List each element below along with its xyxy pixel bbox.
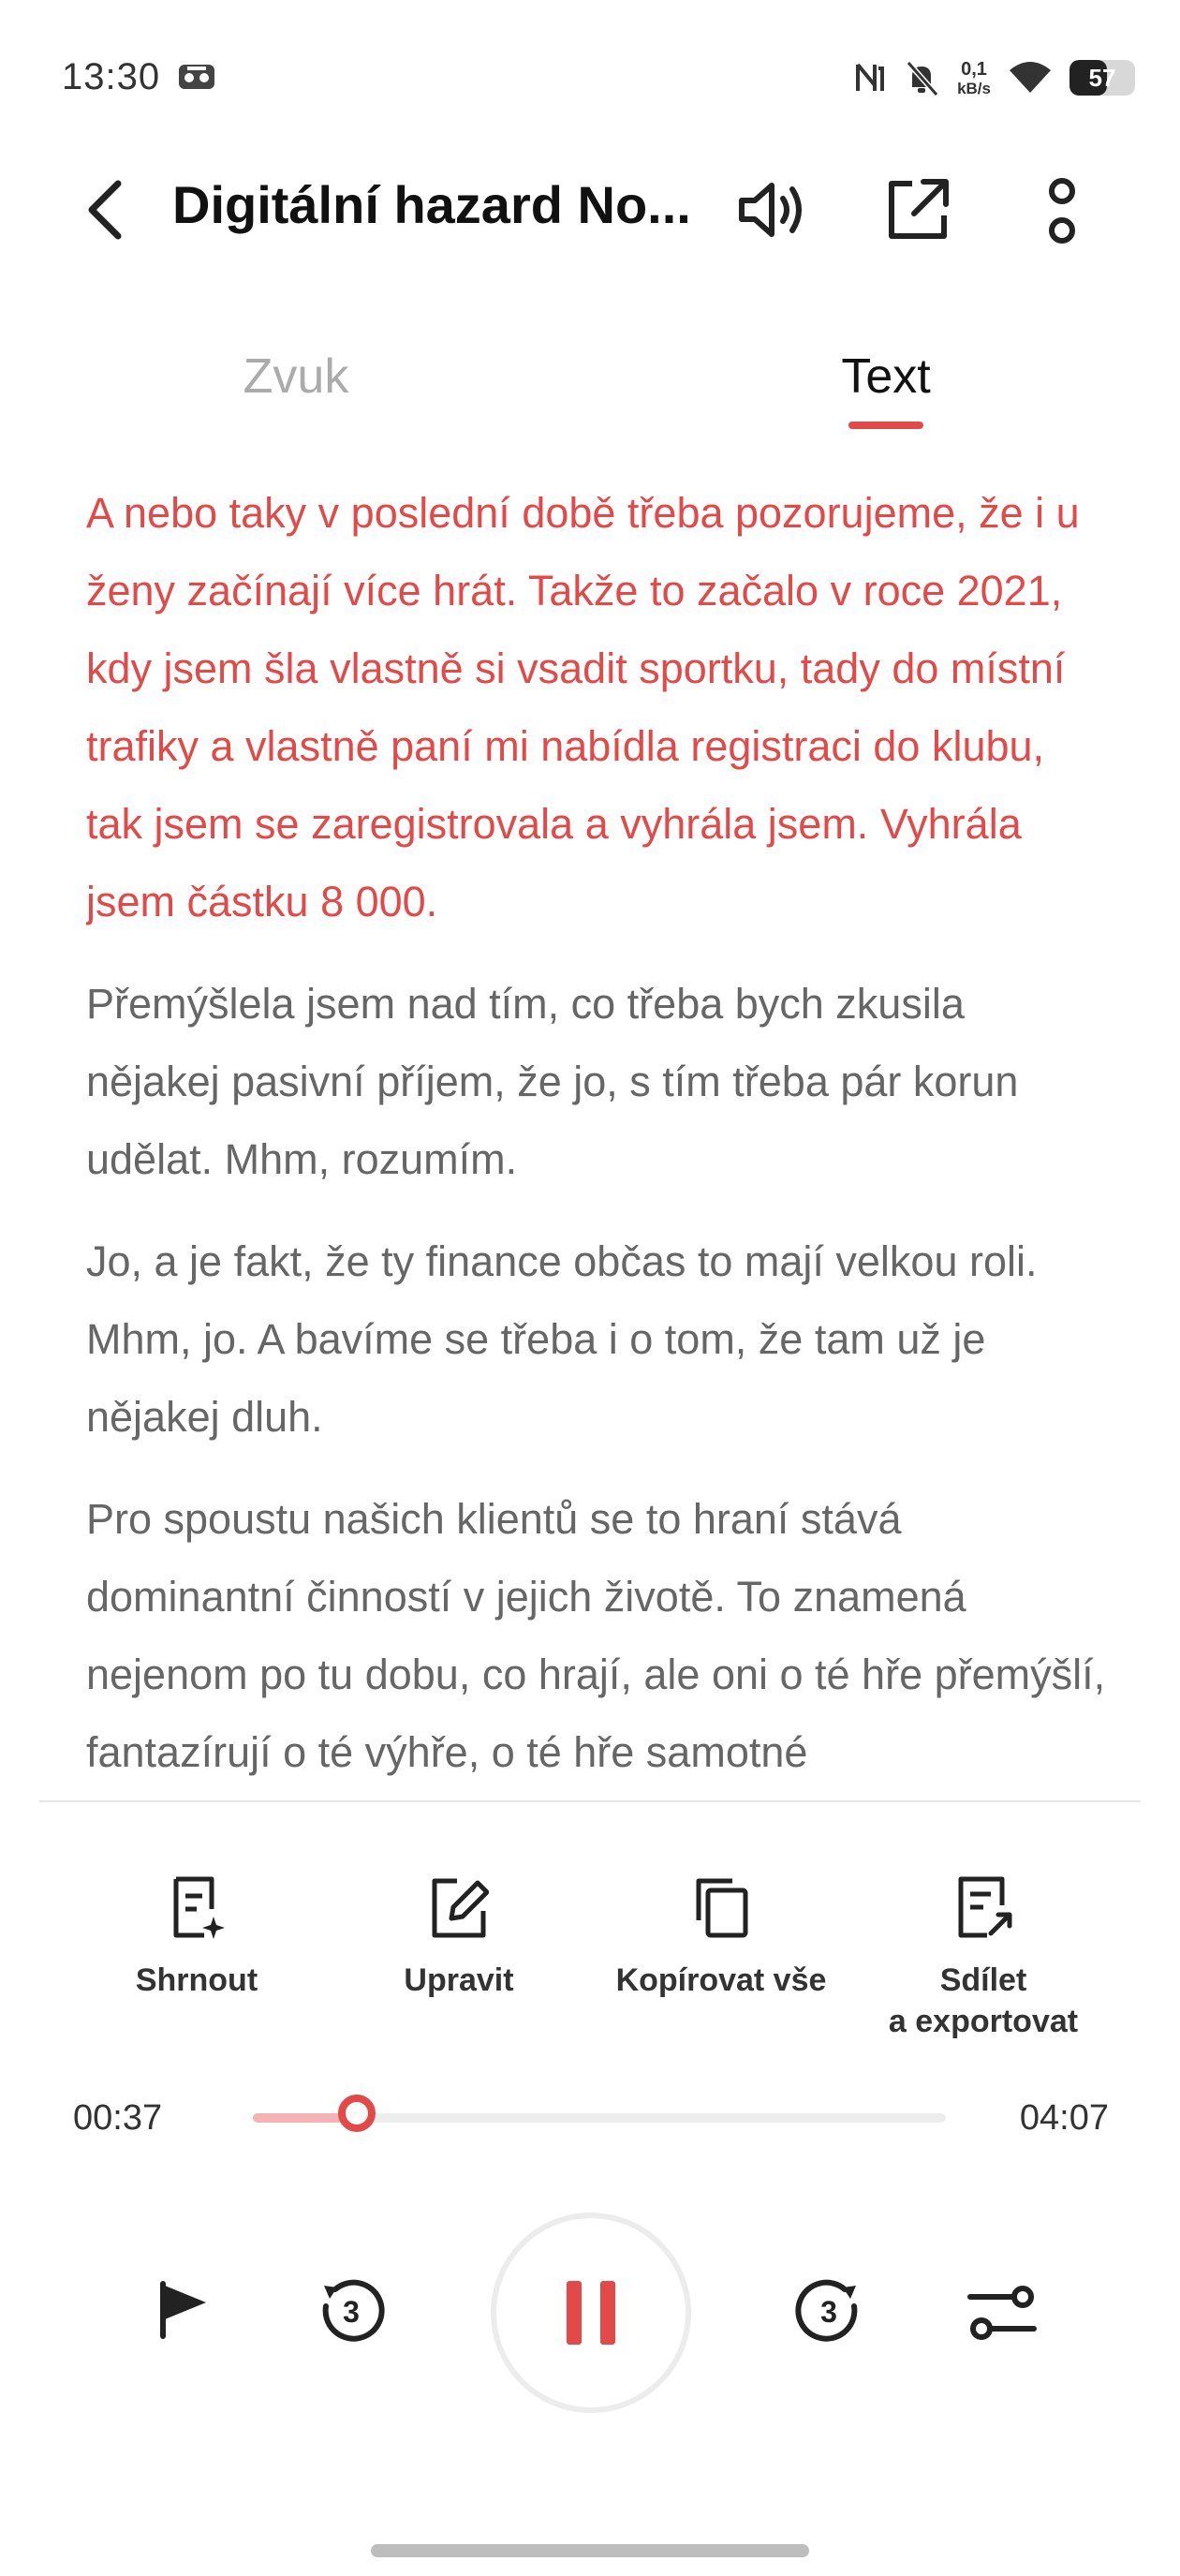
- copy-icon: [691, 1873, 751, 1941]
- transcript-paragraph[interactable]: Jo, a je fakt, že ty finance občas to mají velkou roli. Mhm, jo. A bavíme se třeba i o tom, že tam už je nějakej dluh.: [86, 1237, 1038, 1441]
- transcript-paragraph[interactable]: Pro spoustu našich klientů se to hraní stává dominantní činností v jejich životě. To znamená nejenom po tu dobu, co hrají, ale oni o té hře přemýšlí, fantazírují o té výhře, o té hře samotné: [86, 1495, 1106, 1776]
- summary-button[interactable]: [66, 1873, 328, 2001]
- home-indicator[interactable]: [371, 2544, 809, 2557]
- total-time: 04:07: [1019, 2098, 1109, 2138]
- summary-icon: [167, 1873, 227, 1941]
- copy-all-label: Kopírovat vše: [615, 1962, 827, 1998]
- pause-icon: [563, 2277, 619, 2348]
- tab-text[interactable]: Text: [841, 349, 931, 404]
- status-time: 13:30: [62, 56, 161, 97]
- transcript-paragraph-active[interactable]: A nebo taky v poslední době třeba pozorujeme, že i u ženy začínají více hrát. Takže to začalo v roce 2021, kdy jsem šla vlastně si vsadit sportku, tady do místní trafiky a vlastně paní mi nabídla registraci do klubu, tak jsem se zaregistrovala a vyhrála jsem. Vyhrála jsem částku 8 000.: [86, 489, 1080, 925]
- tab-zvuk[interactable]: Zvuk: [243, 349, 349, 404]
- edit-button[interactable]: [328, 1873, 590, 2001]
- volume-icon[interactable]: [736, 176, 807, 244]
- rewind-seconds: 3: [343, 2295, 360, 2329]
- flag-icon[interactable]: [155, 2280, 212, 2340]
- share-export-icon: [953, 1873, 1013, 1941]
- more-vertical-icon[interactable]: [1041, 174, 1083, 249]
- share-export-label: Sdílet a exportovat: [888, 1962, 1079, 2039]
- open-external-icon[interactable]: [884, 176, 951, 244]
- edit-icon: [429, 1873, 489, 1941]
- net-speed-unit: kB/s: [957, 79, 991, 97]
- wifi-icon: [1008, 59, 1053, 96]
- transcript-text[interactable]: [86, 474, 1107, 1795]
- back-arrow-icon[interactable]: [77, 176, 137, 244]
- battery-icon: [1069, 60, 1135, 96]
- transcript-paragraph[interactable]: Přemýšlela jsem nad tím, co třeba bych zkusila nějakej pasivní příjem, že jo, s tím třeba pár korun udělat. Mhm, rozumím.: [86, 980, 1019, 1183]
- status-icons: [854, 54, 1135, 101]
- summary-label: Shrnout: [135, 1962, 258, 1998]
- rewind-3-icon[interactable]: [317, 2276, 386, 2346]
- edit-label: Upravit: [404, 1962, 514, 1998]
- net-speed-value: 0,1: [961, 58, 987, 80]
- tab-indicator: [848, 422, 923, 429]
- net-speed: [957, 60, 991, 96]
- nfc-icon: [854, 59, 886, 96]
- share-export-button[interactable]: [852, 1873, 1114, 2042]
- page-title: Digitální hazard No...: [172, 175, 691, 234]
- recorder-icon: [178, 64, 215, 90]
- bell-off-icon: [903, 59, 940, 96]
- divider: [39, 1800, 1141, 1802]
- pause-button[interactable]: [491, 2213, 691, 2413]
- copy-all-button[interactable]: [590, 1873, 852, 2001]
- progress-thumb[interactable]: [338, 2095, 376, 2132]
- playback-settings-icon[interactable]: [965, 2280, 1040, 2346]
- forward-3-icon[interactable]: [794, 2276, 863, 2346]
- current-time: 00:37: [73, 2098, 163, 2138]
- battery-level: 57: [1088, 64, 1116, 92]
- forward-seconds: 3: [820, 2295, 837, 2329]
